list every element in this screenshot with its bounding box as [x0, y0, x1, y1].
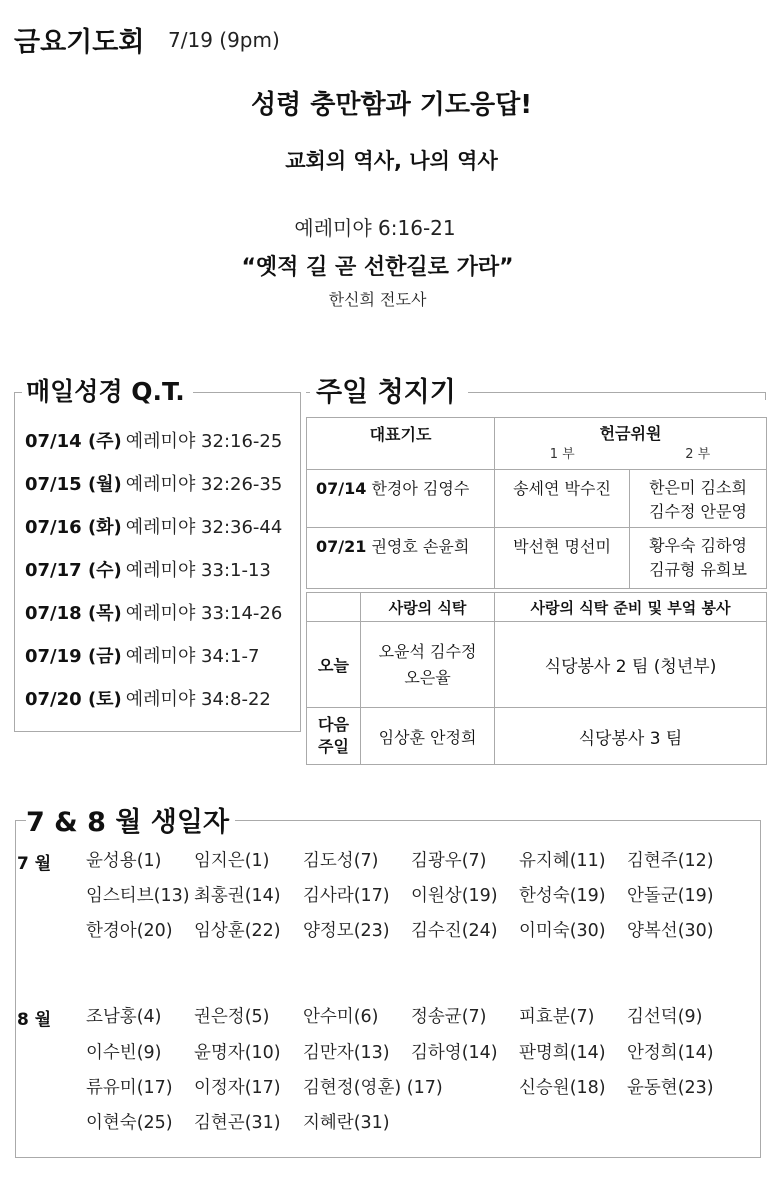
scripture-quote: “옛적 길 곧 선한길로 가라”	[241, 255, 514, 280]
duty-row	[307, 528, 767, 589]
birthday-entry: 이정자(17)	[194, 1078, 281, 1098]
meal-corner	[307, 593, 361, 622]
birthday-entry: 윤명자(10)	[194, 1043, 281, 1063]
preacher-name: 한신희 전도사	[328, 290, 427, 309]
meal-table	[306, 592, 767, 765]
birthday-title: 7 & 8 월 생일자	[26, 800, 235, 839]
meeting-date: 7/19 (9pm)	[168, 28, 280, 52]
next-label	[307, 708, 361, 765]
qt-row	[25, 470, 282, 513]
birthday-entry: 김현주(12)	[627, 851, 714, 871]
offering-header	[495, 418, 767, 470]
birthday-entry: 이원상(19)	[411, 886, 498, 906]
birthday-entry: 신승원(18)	[519, 1078, 606, 1098]
today-table-line: 오은율	[404, 667, 451, 687]
birthday-entry: 조남홍(4)	[86, 1007, 162, 1027]
first-service-cell: 박선현 명선미	[495, 528, 630, 589]
next-label-line: 다음	[318, 715, 349, 734]
birthday-entry: 피효분(7)	[519, 1007, 595, 1027]
prayer-cell	[307, 470, 495, 528]
sermon-subtitle: 교회의 역사, 나의 역사	[285, 149, 498, 173]
qt-verse: 예레미야 33:14-26	[125, 603, 283, 624]
birthday-entry: 이현숙(25)	[86, 1113, 173, 1133]
second-service-line: 김수정 안문영	[649, 502, 747, 521]
qt-title: 매일성경 Q.T.	[22, 372, 193, 408]
birthday-entry: 김현곤(31)	[194, 1113, 281, 1133]
duty-date: 07/14	[316, 479, 367, 498]
birthday-entry: 이미숙(30)	[519, 921, 606, 941]
prayer-header: 대표기도	[307, 418, 495, 470]
today-label: 오늘	[307, 622, 361, 708]
second-service-cell	[630, 470, 767, 528]
qt-verse: 예레미야 33:1-13	[125, 560, 271, 581]
qt-date: 07/14 (주)	[25, 431, 122, 452]
birthday-entry: 지혜란(31)	[303, 1113, 390, 1133]
duty-header-row	[307, 418, 767, 470]
sunday-title: 주일 청지기	[310, 370, 468, 409]
qt-verse: 예레미야 32:16-25	[125, 431, 283, 452]
birthday-entry: 양복선(30)	[627, 921, 714, 941]
meal-prep-header: 사랑의 식탁 준비 및 부엌 봉사	[495, 593, 767, 622]
qt-date: 07/19 (금)	[25, 646, 122, 667]
birthday-entry: 김하영(14)	[411, 1043, 498, 1063]
birthday-entry: 판명희(14)	[519, 1043, 606, 1063]
qt-date: 07/17 (수)	[25, 560, 122, 581]
meal-row-today	[307, 622, 767, 708]
birthday-entry: 임상훈(22)	[194, 921, 281, 941]
offering-header-label: 헌금위원	[599, 423, 662, 443]
qt-row	[25, 642, 282, 685]
second-service-line: 한은미 김소희	[649, 478, 747, 497]
duty-date: 07/21	[316, 537, 367, 556]
meal-row-next	[307, 708, 767, 765]
second-service-line: 김규형 유희보	[649, 560, 747, 579]
qt-row	[25, 599, 282, 642]
birthday-entry: 김현정(영훈) (17)	[303, 1078, 443, 1098]
qt-row	[25, 513, 282, 556]
birthday-entry: 김광우(7)	[411, 851, 487, 871]
birthday-entry: 김만자(13)	[303, 1043, 390, 1063]
today-prep-cell: 식당봉사 2 팀 (청년부)	[495, 622, 767, 708]
today-table-line: 오윤석 김수정	[378, 641, 477, 661]
meal-header-row	[307, 593, 767, 622]
duty-row	[307, 470, 767, 528]
prayer-cell	[307, 528, 495, 589]
birthday-entry: 김사라(17)	[303, 886, 390, 906]
today-table-cell	[361, 622, 495, 708]
birthday-entry: 윤성용(1)	[86, 851, 162, 871]
qt-verse: 예레미야 32:36-44	[125, 517, 283, 538]
birthday-entry: 이수빈(9)	[86, 1043, 162, 1063]
birthday-entry: 안정희(14)	[627, 1043, 714, 1063]
birthday-entry: 안수미(6)	[303, 1007, 379, 1027]
birthday-entry: 유지혜(11)	[519, 851, 606, 871]
qt-row	[25, 427, 282, 470]
next-label-line: 주일	[318, 737, 349, 756]
birthday-entry: 최홍권(14)	[194, 886, 281, 906]
birthday-entry: 한경아(20)	[86, 921, 173, 941]
birthday-entry: 김도성(7)	[303, 851, 379, 871]
second-service-label: 2 부	[685, 446, 711, 462]
page-title: 금요기도회	[14, 27, 145, 58]
birthday-entry: 권은정(5)	[194, 1007, 270, 1027]
birthday-entry: 양정모(23)	[303, 921, 390, 941]
birthday-entry: 임스티브(13)	[86, 886, 190, 906]
birthday-entry: 안돌군(19)	[627, 886, 714, 906]
qt-date: 07/16 (화)	[25, 517, 122, 538]
meal-table-header: 사랑의 식탁	[361, 593, 495, 622]
duty-table	[306, 417, 767, 589]
qt-date: 07/15 (월)	[25, 474, 122, 495]
prayer-names: 권영호 손윤희	[371, 537, 470, 556]
qt-verse: 예레미야 32:26-35	[125, 474, 283, 495]
birthday-entry: 윤동현(23)	[627, 1078, 714, 1098]
qt-date: 07/20 (토)	[25, 689, 122, 710]
first-service-cell: 송세연 박수진	[495, 470, 630, 528]
scripture-reference: 예레미야 6:16-21	[294, 216, 456, 240]
qt-row	[25, 556, 282, 599]
second-service-line: 황우숙 김하영	[649, 536, 747, 555]
prayer-names: 한경아 김영수	[371, 479, 470, 498]
birthday-entry: 김수진(24)	[411, 921, 498, 941]
qt-date: 07/18 (목)	[25, 603, 122, 624]
birthday-entry: 류유미(17)	[86, 1078, 173, 1098]
next-table-cell: 임상훈 안정희	[361, 708, 495, 765]
july-label: 7 월	[17, 854, 52, 874]
august-label: 8 월	[17, 1010, 52, 1030]
qt-verse: 예레미야 34:8-22	[125, 689, 271, 710]
first-service-label: 1 부	[549, 446, 575, 462]
sermon-title: 성령 충만함과 기도응답!	[250, 90, 533, 120]
qt-verse: 예레미야 34:1-7	[125, 646, 260, 667]
second-service-cell	[630, 528, 767, 589]
birthday-entry: 임지은(1)	[194, 851, 270, 871]
next-prep-cell: 식당봉사 3 팀	[495, 708, 767, 765]
qt-list	[25, 427, 282, 728]
birthday-entry: 한성숙(19)	[519, 886, 606, 906]
qt-row	[25, 685, 282, 728]
birthday-entry: 정송균(7)	[411, 1007, 487, 1027]
birthday-entry: 김선덕(9)	[627, 1007, 703, 1027]
